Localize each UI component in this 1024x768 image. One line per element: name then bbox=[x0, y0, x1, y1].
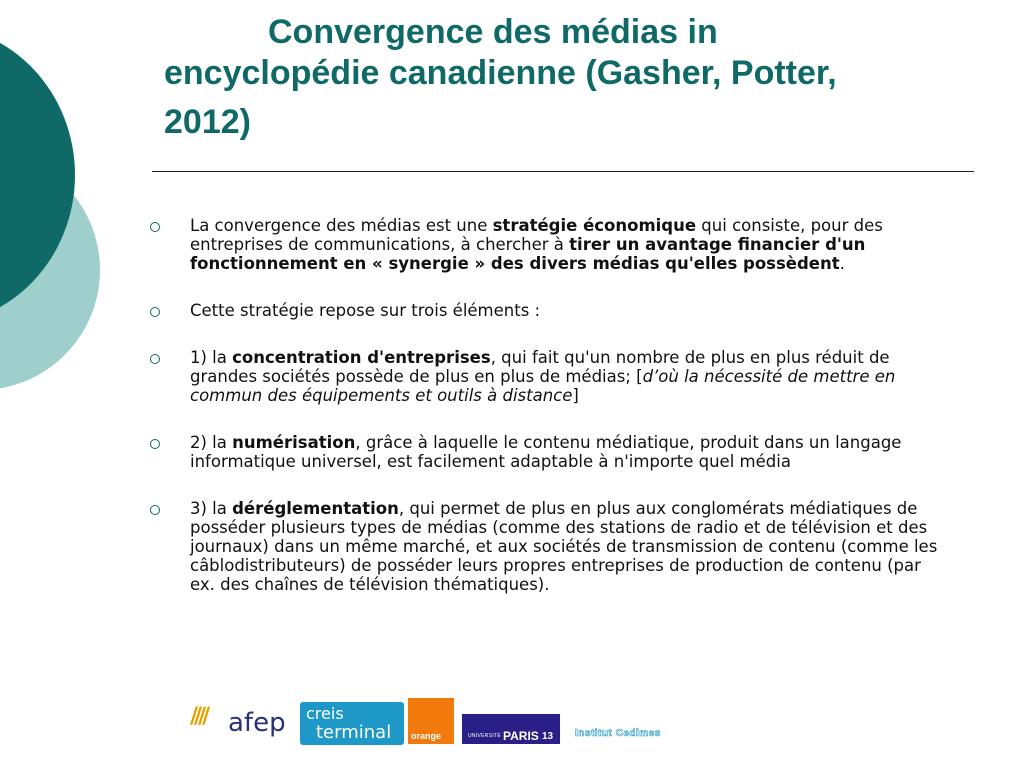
cedimes-logo: Institut Cedimes bbox=[575, 728, 661, 739]
bullet-5: 3) la déréglementation, qui permet de plus en plus aux conglomérats médiatiques de posséder plusieurs types de médias (comme des stations de radio et de télévision et des journaux) dans un même marché, et aux sociétés de transmission de contenu (comme les câblodistributeurs) de posséder leurs propres entreprises de production de contenu (par ex. des chaînes de télévision thématiques). bbox=[150, 499, 950, 594]
slide-title bbox=[150, 12, 980, 150]
bullet-circle-icon bbox=[150, 354, 160, 364]
bullet-circle-icon bbox=[150, 505, 160, 515]
afep-stripes-icon: //// bbox=[190, 704, 207, 729]
afep-logo: //// afep bbox=[190, 704, 286, 738]
title-line-3: 2012) bbox=[164, 103, 251, 141]
title-line-2: encyclopédie canadienne (Gasher, Potter, bbox=[164, 54, 837, 92]
creis-terminal-logo: creis terminal bbox=[300, 702, 404, 745]
bullet-1: La convergence des médias est une stratégie économique qui consiste, pour des entreprises de communications, à chercher à tirer un avantage financier d'un fonctionnement en « synergie » des divers médias qu'elles possèdent. bbox=[150, 216, 950, 273]
bullet-3: 1) la concentration d'entreprises, qui fait qu'un nombre de plus en plus réduit de grandes sociétés possède de plus en plus de médias; [d’où la nécessité de mettre en commun des équipements et outils à distance] bbox=[150, 348, 950, 405]
bullet-circle-icon bbox=[150, 439, 160, 449]
bullet-list bbox=[150, 216, 950, 622]
partner-logos bbox=[190, 698, 710, 746]
bullet-circle-icon bbox=[150, 307, 160, 317]
orange-logo: orange bbox=[408, 698, 454, 744]
bullet-4: 2) la numérisation, grâce à laquelle le contenu médiatique, produit dans un langage informatique universel, est facilement adaptable à n'importe quel média bbox=[150, 433, 950, 471]
title-divider bbox=[152, 171, 974, 172]
bullet-circle-icon bbox=[150, 222, 160, 232]
bullet-2: Cette stratégie repose sur trois éléments : bbox=[150, 301, 950, 320]
title-line-1: Convergence des médias in bbox=[268, 13, 718, 51]
paris13-logo: UNIVERSITÉ PARIS 13 bbox=[462, 714, 560, 744]
